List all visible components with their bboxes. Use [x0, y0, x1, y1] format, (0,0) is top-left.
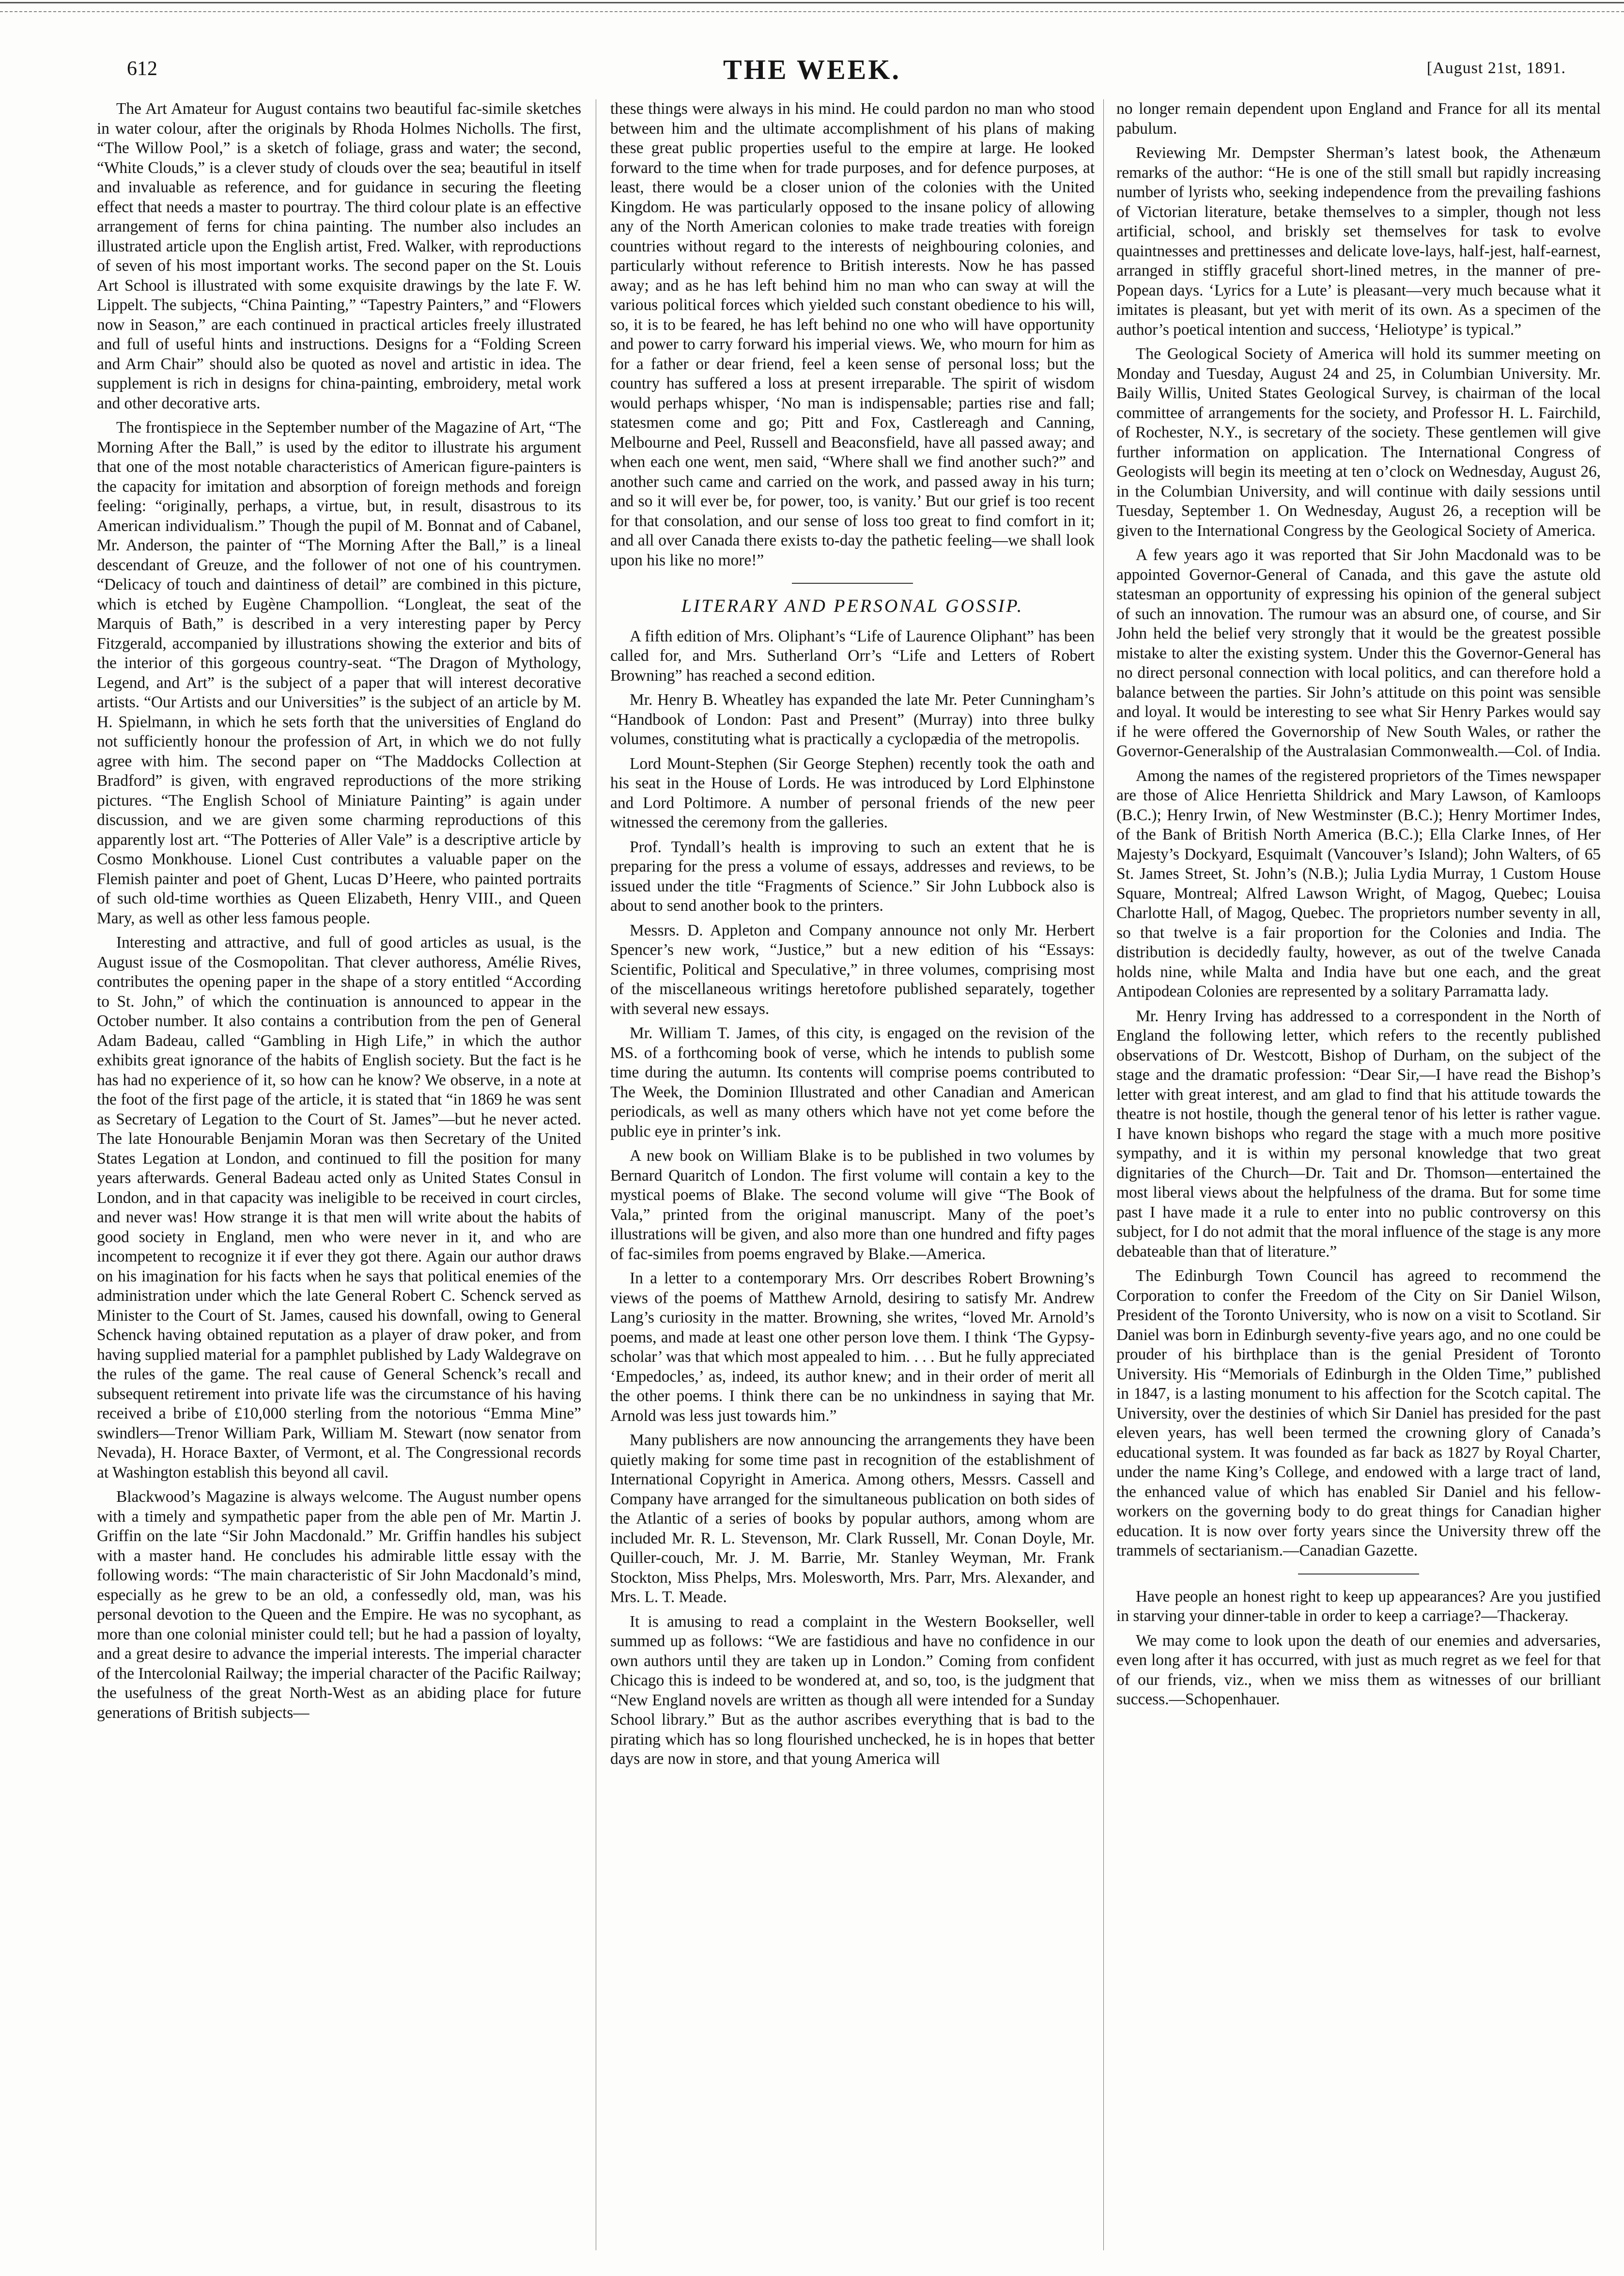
paragraph-blackwoods: Blackwood’s Magazine is always welcome. The August number opens with a timely and sympathetic paper from the able pen of Mr. Martin J. Griffin on the late “Sir John Macdonald.” Mr. Griffin handles his subject with a master hand. He concludes his admirable little essay with the following words: “The main characteristic of Sir John Macdonald’s mind, especially as he grew to be an old, a confessedly old, man, was his personal devotion to the Queen and the Empire. He was no sycophant, as more than one colonial minister could tell; but he had a passion of loyalty, and a great desire to advance the imperial interests. The imperial character of the Intercolonial Railway; the imperial character of the Pacific Railway; the usefulness of the great North-West as an abiding place for future generations of British subjects—	[97, 1488, 581, 1722]
paragraph-sherman: Reviewing Mr. Dempster Sherman’s latest book, the Athenæum remarks of the author: “He is one of the still small but rapidly increasing number of lyrists who, seeking independence from the prevailing fashions of Victorian literature, betake themselves to a simpler, though not less artificial, school, and briskly set themselves for task to evolve quaintnesses and prettinesses and delicate love-lays, half-jest, half-earnest, arranged in stiffly graceful short-lined metres, in the manner of pre-Popean days. ‘Lyrics for a Lute’ is pleasant—very much because what it imitates is pleasant, but yet with merit of its own. As a specimen of the author’s poetical intention and success, ‘Heliotype’ is typical.”	[1116, 144, 1601, 339]
paragraph-irving: Mr. Henry Irving has addressed to a correspondent in the North of England the following letter, which refers to the recently published observations of Dr. Westcott, Bishop of Durham, on the subject of the stage and the dramatic profession: “Dear Sir,—I have read the Bishop’s letter with great interest, and am glad to find that his attitude towards the theatre is not hostile, though the general tenor of his letter is rather vague. I have known bishops who regard the stage with a much more positive sympathy, and it is within my personal knowledge that two great dignitaries of the Church—Dr. Tait and Dr. Thomson—entertained the most liberal views about the helpfulness of the drama. But for some time past I have made it a rule to enter into no public controversy on this subject, for I do not admit that the moral influence of the stage is any more debateable than that of literature.”	[1116, 1007, 1601, 1261]
paragraph-geological: The Geological Society of America will hold its summer meeting on Monday and Tuesday, August 24 and 25, in Columbian University. Mr. Baily Willis, United States Geological Survey, is chairman of the local committee of arrangements for the society, and Professor H. L. Fairchild, of Rochester, N.Y., is secretary of the society. These gentlemen will give further information on application. The International Congress of Geologists will begin its meeting at ten o’clock on Wednesday, August 26, in the Columbian University, and will continue with daily sessions until Tuesday, September 1. On Wednesday, August 26, a reception will be given to the International Congress by the Geological Society of America.	[1116, 345, 1601, 540]
paragraph-copyright: Many publishers are now announcing the arrangements they have been quietly making for some time past in recognition of the establishment of International Copyright in America. Among others, Messrs. Cassell and Company have arranged for the simultaneous publication on both sides of the Atlantic of a series of books by popular authors, among whom are included Mr. R. L. Stevenson, Mr. Clark Russell, Mr. Conan Doyle, Mr. Quiller-couch, Mr. J. M. Barrie, Mr. Stanley Weyman, Mr. Frank Stockton, Miss Phelps, Mrs. Molesworth, Mrs. Parr, Mrs. Alexander, and Mrs. L. T. Meade.	[610, 1431, 1095, 1606]
paragraph-wheatley: Mr. Henry B. Wheatley has expanded the late Mr. Peter Cunningham’s “Handbook of London: Past and Present” (Murray) into three bulky volumes, constituting what is practically a cyclopædia of the metropolis.	[610, 691, 1095, 748]
paragraph-orr: In a letter to a contemporary Mrs. Orr describes Robert Browning’s views of the poems of Matthew Arnold, desiring to satisfy Mr. Andrew Lang’s curiosity in the matter. Browning, she writes, “loved Mr. Arnold’s poems, and made at least one other person love them. I think ‘The Gypsy-scholar’ was that which most appealed to him. . . . But he fully appreciated ‘Empedocles,’ as, indeed, its author knew; and in their order of merit all the other poems. I think there can be no unkindness in saying that Mr. Arnold was less just towards him.”	[610, 1269, 1095, 1425]
paragraph-times-proprietors: Among the names of the registered proprietors of the Times newspaper are those of Alice Henrietta Shildrick and Mary Lawson, of Kamloops (B.C.); Henry Irwin, of New Westminster (B.C.); Henry Mortimer Indes, of the Bank of British North America (B.C.); Ella Clarke Innes, of Her Majesty’s Dockyard, Esquimalt (Vancouver’s Island); John Walters, of 65 St. James Street, St. John’s (N.B.); Julia Lydia Murray, 1 Custom House Square, Montreal; Alfred Lawson Wright, of Magog, Quebec; Louisa Charlotte Hall, of Magog, Quebec. The proprietors number seventy in all, so that twelve is a fair proportion for the Colonies and India. The distribution is decidedly faulty, however, as out of the twelve Canada holds nine, while Malta and India have but one each, and the great Antipodean Colonies are represented by a solitary Parramatta lady.	[1116, 766, 1601, 1000]
quote-thackeray: Have people an honest right to keep up appearances? Are you justified in starving your dinner-table in order to keep a carriage?—Thackeray.	[1116, 1587, 1601, 1625]
masthead	[0, 53, 1624, 87]
paragraph-tyndall: Prof. Tyndall’s health is improving to such an extent that he is preparing for the press a volume of essays, addresses and reviews, to be issued under the title “Fragments of Science.” Sir John Lubbock also is about to send another book to the printers.	[610, 838, 1095, 915]
section-heading: LITERARY AND PERSONAL GOSSIP.	[681, 596, 1024, 616]
top-border	[0, 2, 1624, 12]
paragraph-edinburgh: The Edinburgh Town Council has agreed to recommend the Corporation to confer the Freedom of the City on Sir Daniel Wilson, President of the Toronto University, who is now on a visit to Scotland. Sir Daniel was born in Edinburgh seventy-five years ago, and no one could be prouder of his birthplace than is the genial President of Toronto University. His “Memorials of Edinburgh in the Olden Time,” published in 1847, is a lasting monument to his affection for the Scotch capital. The University, over the destinies of which Sir Daniel has presided for the past eleven years, has well been termed the crowning glory of Canada’s educational system. It was founded as far back as 1827 by Royal Charter, under the name King’s College, and endowed with a large tract of land, the enhanced value of which has enabled Sir Daniel and his fellow-workers on the governing body to do great things for Canadian higher education. It is now over forty years since the University threw off the trammels of sectarianism.—Canadian Gazette.	[1116, 1267, 1601, 1559]
column-3	[1116, 99, 1601, 1710]
paragraph-art-amateur: The Art Amateur for August contains two beautiful fac-simile sketches in water colour, after the originals by Rhoda Holmes Nicholls. The first, “The Willow Pool,” is a sketch of foliage, grass and water; the second, “White Clouds,” is a clever study of clouds over the sea; beautiful in itself and invaluable as reference, and for guidance in securing the fleeting effect that needs a master to pourtray. The third colour plate is an effective arrangement of ferns for china painting. The number also includes an illustrated article upon the English artist, Fred. Walker, with reproductions of seven of his most important works. The second paper on the St. Louis Art School is illustrated with some exquisite drawings by the late F. W. Lippelt. The subjects, “China Painting,” “Tapestry Painters,” and “Flowers now in Season,” are each continued in practical articles freely illustrated and full of useful hints and instructions. Designs for a “Folding Screen and Arm Chair” should also be quoted as novel and artistic in idea. The supplement is rich in designs for china-painting, embroidery, metal work and other decorative arts.	[97, 100, 581, 412]
paragraph-western-bookseller: It is amusing to read a complaint in the Western Bookseller, well summed up as follows: “We are fastidious and have no confidence in our own authors until they are taken up in London.” Coming from confident Chicago this is indeed to be wondered at, and so, too, is the judgment that “New England novels are written as though all were intended for a Sunday School library.” But as the author ascribes everything that is bad to the pirating which has so long flourished unchecked, he is in hopes that better days are now in store, and that young America will	[610, 1612, 1095, 1768]
paragraph-macdonald-continued: these things were always in his mind. He could pardon no man who stood between him and the ultimate accomplishment of his plans of making these great public properties useful to the empire at large. He looked forward to the time when for trade purposes, and for defence purposes, at least, there would be a closer union of the colonies with the United Kingdom. He was particularly opposed to the insane policy of allowing any of the North American colonies to make trade treaties with foreign countries without regard to the interests of neighbouring colonies, and particularly without reference to British interests. Now he has passed away; and as he has left behind him no man who can sway at will the various political forces which yielded such constant obedience to his will, so, it is to be feared, he has left behind no one who will have opportunity and power to carry forward his imperial views. We, who mourn for him as for a father or dear friend, feel a keen sense of personal loss; but the country has suffered a loss at present irreparable. The spirit of wisdom would perhaps whisper, ‘No man is indispensable; parties rise and fall; statesmen come and go; Pitt and Fox, Castlereagh and Canning, Melbourne and Peel, Russell and Beaconsfield, have all passed away; and when each one went, men said, “Where shall we find another such?” and another such came and carried on the work, and passed away in his turn; and so it will ever be, for power, too, is vanity.’ But our grief is too recent for that consolation, and our sense of loss too great to find comfort in it; and all over Canada there exists to-day the pathetic feeling—we shall look upon his like no more!”	[610, 100, 1095, 569]
section-rule	[792, 583, 913, 584]
column-2	[610, 99, 1095, 1769]
paragraph-magazine-of-art: The frontispiece in the September number of the Magazine of Art, “The Morning After the Ball,” is used by the editor to illustrate his argument that one of the most notable characteristics of American figure-painters is the capacity for imitation and absorption of foreign methods and foreign feeling: “originally, perhaps, a virtue, but, in result, disastrous to its American individualism.” Though the pupil of M. Bonnat and of Cabanel, Mr. Anderson, the painter of “The Morning After the Ball,” is a lineal descendant of Greuze, and the follower of not one of his countrymen. “Delicacy of touch and daintiness of detail” are combined in this picture, which is etched by Eugène Champollion. “Longleat, the seat of the Marquis of Bath,” is described in a very interesting paper by Percy Fitzgerald, accompanied by illustrations showing the exterior and bits of the interior of this gorgeous country-seat. “The Dragon of Mythology, Legend, and Art” is the subject of a paper that will interest decorative artists. “Our Artists and our Universities” is the subject of an article by M. H. Spielmann, in which he sets forth that the universities of England do not sufficiently honour the profession of Art, in which we do not fully agree with him. The second paper on “The Maddocks Collection at Bradford” is given, with engraved reproductions of the more striking pictures. “The English School of Miniature Painting” is again under discussion, and we are given some charming reproductions of this apparently lost art. “The Potteries of Aller Vale” is a descriptive article by Cosmo Monkhouse. Lionel Cust contributes a valuable paper on the Flemish painter and poet of Ghent, Lucas D’Heere, who painted portraits of such old-time worthies as Queen Elizabeth, Henry VIII., and Queen Mary, as well as other less famous people.	[97, 419, 581, 927]
paragraph-governor-general: A few years ago it was reported that Sir John Macdonald was to be appointed Governor-General of Canada, and this gave the astute old statesman an opportunity of expressing his opinion of the general subject of such an innovation. The rumour was an absurd one, of course, and Sir John held the belief very strongly that it would be the greatest possible mistake to alter the existing system. Under this the Governor-General has no direct personal connection with local politics, and can therefore hold a balance between the parties. Sir John’s attitude on this point was sensible and loyal. It would be interesting to see what Sir Henry Parkes would say if he were offered the Governorship of New South Wales, or rather the Governor-Generalship of the Australasian Commonwealth.—Col. of India.	[1116, 546, 1601, 760]
paragraph-cosmopolitan: Interesting and attractive, and full of good articles as usual, is the August issue of the Cosmopolitan. That clever authoress, Amélie Rives, contributes the opening paper in the shape of a story entitled “According to St. John,” of which the continuation is announced to appear in the October number. It also contains a contribution from the pen of General Adam Badeau, called “Gambling in High Life,” in which the author exhibits great ignorance of the habits of English society. But the fact is he has had no experience of it, so how can he know? We observe, in a note at the foot of the first page of the article, it is stated that “in 1869 he was sent as Secretary of Legation to the Court of St. James”—but he never acted. The late Honourable Benjamin Moran was then Secretary of the United States Legation at London, and continued to fill the position for many years afterwards. General Badeau acted only as United States Consul in London, and in that capacity was ineligible to be received in court circles, and never was! How strange it is that men will write about the habits of good society in England, men who were never in it, and who are incompetent to recognize it if ever they got there. Again our author draws on his imagination for his facts when he says that political enemies of the administration under which the late General Robert C. Schenck served as Minister to the Court of St. James, caused his downfall, owing to General Schenck having obtained reputation as a player of draw poker, and from having supplied material for a pamphlet published by Lady Waldegrave on the rules of the game. The real cause of General Schenck’s recall and subsequent retirement into private life was the circumstance of his having received a bribe of £10,000 sterling from the notorious “Emma Mine” swindlers—Trenor William Park, William M. Stewart (now senator from Nevada), H. Horace Baxter, of Vermont, et al. The Congressional records at Washington establish this beyond all cavil.	[97, 934, 581, 1481]
paragraph-oliphant: A fifth edition of Mrs. Oliphant’s “Life of Laurence Oliphant” has been called for, and Mrs. Sutherland Orr’s “Life and Letters of Robert Browning” has reached a second edition.	[610, 627, 1095, 685]
paragraph-mount-stephen: Lord Mount-Stephen (Sir George Stephen) recently took the oath and his seat in the House of Lords. He was introduced by Lord Elphinstone and Lord Poltimore. A number of personal friends of the new peer witnessed the ceremony from the galleries.	[610, 754, 1095, 831]
quote-schopenhauer: We may come to look upon the death of our enemies and adversaries, even long after it has occurred, with just as much regret as we feel for that of our friends, viz., when we miss them as witnesses of our brilliant success.—Schopenhauer.	[1116, 1631, 1601, 1708]
paragraph-appleton: Messrs. D. Appleton and Company announce not only Mr. Herbert Spencer’s new work, “Justice,” but a new edition of his “Essays: Scientific, Political and Speculative,” in three volumes, comprising most of the miscellaneous writings heretofore published separately, together with several new essays.	[610, 921, 1095, 1018]
paragraph-blake: A new book on William Blake is to be published in two volumes by Bernard Quaritch of London. The first volume will contain a key to the mystical poems of Blake. The second volume will give “The Book of Vala,” printed from the original manuscript. Many of the poet’s illustrations will be given, and also more than one hundred and fifty pages of fac-similes from poems engraved by Blake.—America.	[610, 1147, 1095, 1263]
issue-date: [August 21st, 1891.	[1426, 59, 1566, 77]
page-number: 612	[127, 58, 157, 80]
paragraph-james: Mr. William T. James, of this city, is engaged on the revision of the MS. of a forthcoming book of verse, which he intends to publish some time during the autumn. Its contents will comprise poems contributed to The Week, the Dominion Illustrated and other Canadian and American periodicals, as well as many others which have not yet come before the public eye in printer’s ink.	[610, 1024, 1095, 1140]
column-1	[97, 99, 581, 1723]
column-rule-2	[1103, 99, 1104, 2250]
paragraph-pabulum: no longer remain dependent upon England and France for all its mental pabulum.	[1116, 100, 1601, 138]
publication-title: THE WEEK.	[723, 54, 901, 85]
